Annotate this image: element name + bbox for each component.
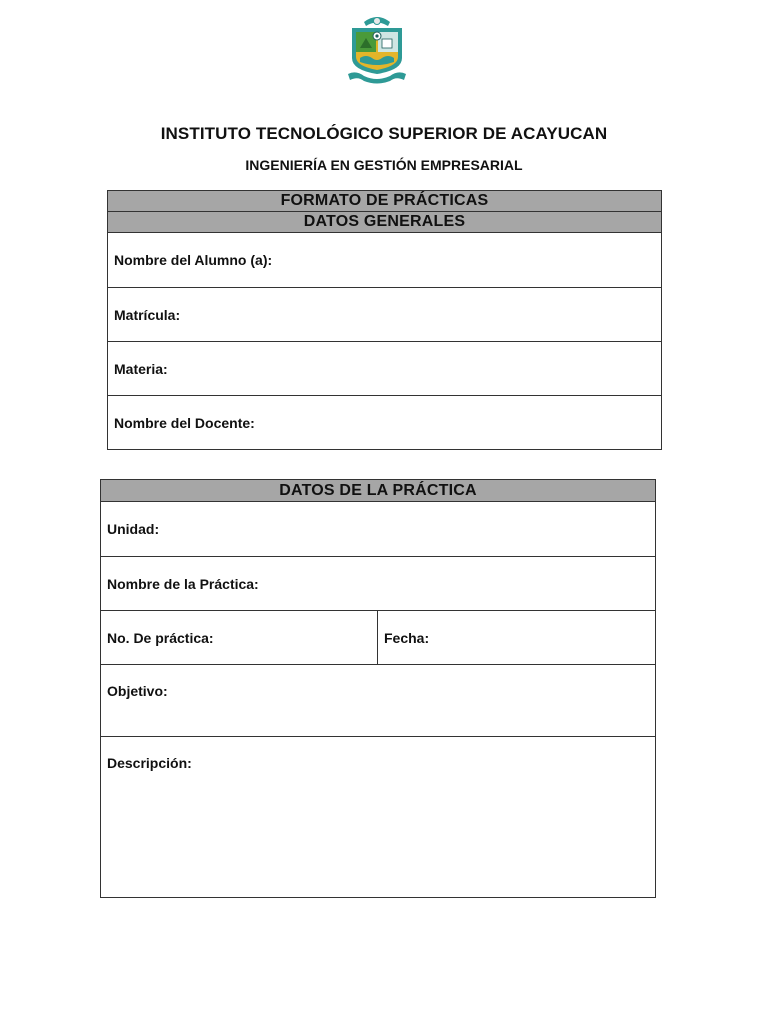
- practice-name-field[interactable]: Nombre de la Práctica:: [101, 557, 656, 611]
- enrollment-field[interactable]: Matrícula:: [108, 288, 662, 342]
- institution-title: INSTITUTO TECNOLÓGICO SUPERIOR DE ACAYUCAN: [160, 124, 608, 143]
- student-name-field[interactable]: Nombre del Alumno (a):: [108, 233, 662, 288]
- format-title: FORMATO DE PRÁCTICAS: [108, 191, 662, 212]
- date-field[interactable]: Fecha:: [378, 611, 656, 665]
- unit-field[interactable]: Unidad:: [101, 502, 656, 557]
- subject-field[interactable]: Materia:: [108, 342, 662, 396]
- teacher-name-field[interactable]: Nombre del Docente:: [108, 396, 662, 450]
- general-data-table: [107, 190, 662, 450]
- practice-number-field[interactable]: No. De práctica:: [101, 611, 378, 665]
- practice-data-title: DATOS DE LA PRÁCTICA: [101, 480, 656, 502]
- career-title: INGENIERÍA EN GESTIÓN EMPRESARIAL: [245, 157, 523, 173]
- description-field[interactable]: Descripción:: [101, 737, 656, 898]
- general-data-title: DATOS GENERALES: [108, 212, 662, 233]
- practice-data-table: [100, 479, 656, 898]
- institute-crest-icon: [346, 14, 408, 84]
- objective-field[interactable]: Objetivo:: [101, 665, 656, 737]
